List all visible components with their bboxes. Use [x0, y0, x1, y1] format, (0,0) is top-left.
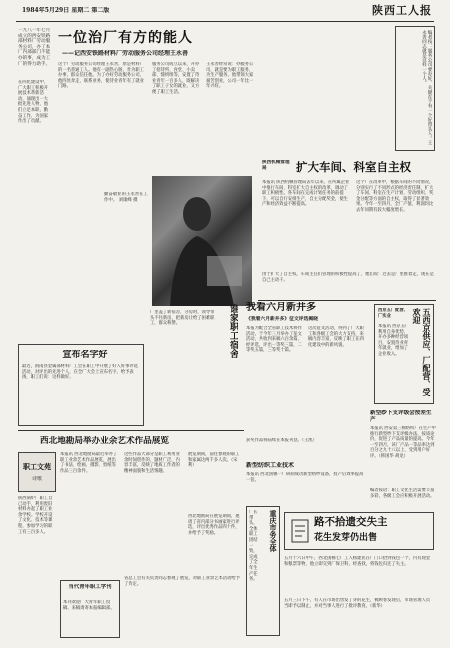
masthead	[0, 0, 450, 22]
right-mid-body: 本报讯 西安第三棉纺织厂在生产中推行新型纱下支评级办法，按质论价，促进了产品质量的提高。今年一至四月，该厂产品一等品率达到百分之九十八以上，受到用户好评。（韩国华 胡龙）	[370, 426, 436, 459]
masthead-rule	[16, 21, 434, 22]
inner-heading-body: 厂里盖了新宿舍，分房时，领导带头不住新房，把新房让给了困难职工，群众称赞。	[150, 310, 215, 327]
left-box-body: 最近，渭南县金属部材料厂工会在职工中开展了好人好事评选活动，对评出的先进个人，在全厂大会上宣布名字，给予表扬，职工们说：这样做好。	[22, 364, 139, 381]
side-box-body: 本报讯 西京五厂利用自身优势，开办多种经营项目，安置待业青年就业，增加了企业收入。	[378, 324, 410, 357]
worker-photo	[152, 176, 252, 306]
bottom-center-body-3: 展览期间，前往参观的职工和家属达两千多人次。（宋利）	[188, 452, 240, 469]
right-vertical-heading: 五西京供应、厂配营、受欢迎	[412, 308, 432, 396]
road-heading-title: 路不拾遗交失主	[314, 516, 388, 528]
bottom-section-rule	[18, 430, 244, 431]
roof-box-body: 厂长带头，全体职工团结一致，完成了全年生产任务。	[249, 510, 258, 583]
lead-article-body-3: 王永善经常说：办服务公司，就是要为职工服务，为生产服务。他带领大家艰苦创业，公司一年比一年兴旺。	[206, 62, 254, 90]
left-intro-text: 一九八一年七月成立的西安铁路部材料厂劳动服务公司，办了本厂内部部门不能办的事，成为工厂的得力助手。	[18, 28, 51, 67]
paper-name: 陕西工人报	[372, 4, 432, 17]
left-bottom-body: 陕西锅炉厂职工自己动手，利用废旧材料办起了职工业余学校。学校开设了文化、技术等课程，参加学习的职工有三百多人。	[18, 496, 53, 535]
contest-article-subtitle: 《我看六月新井多》征文评选揭晓	[246, 316, 318, 322]
date-line: 1984年5月29日 星期二 第二版	[22, 7, 110, 14]
side-box-title: 西京五厂配营、厂实业	[378, 308, 409, 319]
contest-article-body-1: 本报为配合全省职工技术协作活动，于今年三月举办了征文活动，共收到来稿六百余篇，经评选，评出一等奖三篇，二等奖五篇，三等奖十篇。	[246, 326, 302, 354]
road-heading-subtitle: 花生发芽仍出售	[314, 533, 378, 543]
contest-article-body-2: 这次征文活动，得到了广大职工和各级工会的大力支持，来稿内容丰富，反映了职工在四化建设中的新风貌。	[308, 326, 364, 348]
small-heading-body: 本报讯 西北国棉一厂研制成功新型纺纱设备，投产后效率提高一倍。	[246, 472, 364, 483]
photo-caption: 勤奋敬业的王永善在工作中。 刘康峰 摄	[104, 192, 148, 203]
factory-kicker: 陕西机械管理局	[262, 160, 290, 171]
contest-center-box-title: 当代青年职工学刊	[68, 584, 112, 590]
small-heading-title: 新型纺织工业技术	[246, 462, 295, 469]
road-heading-icon	[290, 518, 310, 544]
contest-article-title: 我看六月新井多	[246, 302, 316, 313]
factory-article-body-2: 这个厂在改革中，根据车间的不同情况，分别实行了不同形式的经济责任制，扩大了车间、科室在生产计划、劳动组织、奖金分配等方面的自主权，取得了显著效果。今年一至四月，全厂产值、利润均比去年同期有较大幅度增长。	[356, 180, 434, 213]
lead-article-body-2: 服务公司成立以来，开办了招待所、食堂、小卖部、缝纫组等，安置了待业青年一百多人，既解决了职工子女的就业，又方便了职工生活。	[152, 62, 200, 95]
contest-article-body-3: 获奖作品将陆续在本报刊登。（王凯）	[246, 438, 317, 443]
factory-section-rule	[258, 300, 436, 301]
lead-article-body-1: 这个厂劳动服务公司经理王永善，原是材料厂的一名普通工人。他有一副热心肠，肯为职工办事，群众信任他。为了办好劳动服务公司，他四处奔走，联系业务，使待业青年有了就业门路。	[58, 62, 144, 90]
bottom-center-title: 西北地勘局举办业余艺术作品展览	[40, 436, 169, 446]
feature-tag: 职工文苑	[23, 462, 51, 471]
left-box-title: 宣布名字好	[62, 350, 108, 360]
inner-vertical-heading: 谁家职工宿舍	[228, 304, 238, 358]
lead-article-title: 一位治厂有方的能人	[58, 30, 193, 46]
editor-note-text: 编者按：服务公司要办好，关键在于有一个好带头人。王永善同志就是这样一个人。	[421, 30, 432, 145]
lead-article-subtitle: ——记西安铁路材料厂劳动服务公司经理王永善	[62, 50, 189, 57]
bottom-center-body-1: 本报讯 西北地勘局最近举办了职工业余艺术作品展览，展出了书法、绘画、摄影、剪纸等作品三百余件。	[60, 452, 118, 474]
worker-photo-figure	[152, 176, 252, 306]
right-mid-title: 新型纱下支评级会按差生产	[370, 410, 432, 423]
far-right-small-note: 编者按语：职工文化生活需要丰富多彩，各级工会应积极开展活动。	[370, 488, 435, 499]
factory-article-body-1: 本报讯 陕西机械管理局去年以来，在所属企业中推行车间、科室扩大自主权的改革，调动了职工积极性。各车间在完成计划任务的前提下，可以自行安排生产，自主分配奖金，使生产和经济效益不断提高。	[262, 180, 350, 208]
road-body-p2: 五月三日下午，有人在市场出售发了芽的花生，被顾客发现后，市场管理人员当即予以制止，并对当事人进行了批评教育。（新华）	[284, 598, 431, 609]
feature-tag-sub: 诗歌	[31, 476, 42, 482]
roof-box-title: 重庆市务全体	[269, 510, 278, 552]
road-body-p1: 五月十六日中午，西北国棉七厂工人杨建民在厂门口拾到钱包一个，内有现金和粮票等物，他立即交到厂保卫科，经查找，将钱包归还了失主。	[284, 556, 431, 567]
mid-bottom-body-2: 省总工会有关负责同志参观了展览，对职工业余艺术活动给予了肯定。	[124, 576, 240, 587]
factory-article-title: 扩大车间、科室自主权	[296, 160, 411, 174]
left-column-body: 在四化建设中，广大职工积极开展技术革新活动，涌现出一大批先进人物，他们立足本职，勤奋工作，为国家作出了贡献。	[18, 80, 49, 125]
mid-bottom-body-1: 西北地勘局在展览期间，邀请了省内部分书画家进行评选，评出优秀作品四十件，并给予了奖励。	[188, 514, 240, 536]
feature-tag-frame	[18, 452, 56, 492]
contest-center-box-body: 本刊欢迎广大青年职工投稿。来稿请寄本报编辑部。	[63, 600, 115, 611]
bottom-center-body-2: 这些作品大部分是职工利用业余时间创作的，题材广泛，内容丰富，反映了地质工作者的精神面貌和生活情趣。	[124, 452, 180, 474]
factory-article-body-3: 由于扩大了自主权，车间主任们管理的积极性提高了，他们说：过去是厂里推着走，现在是自己主动干。	[262, 272, 434, 283]
